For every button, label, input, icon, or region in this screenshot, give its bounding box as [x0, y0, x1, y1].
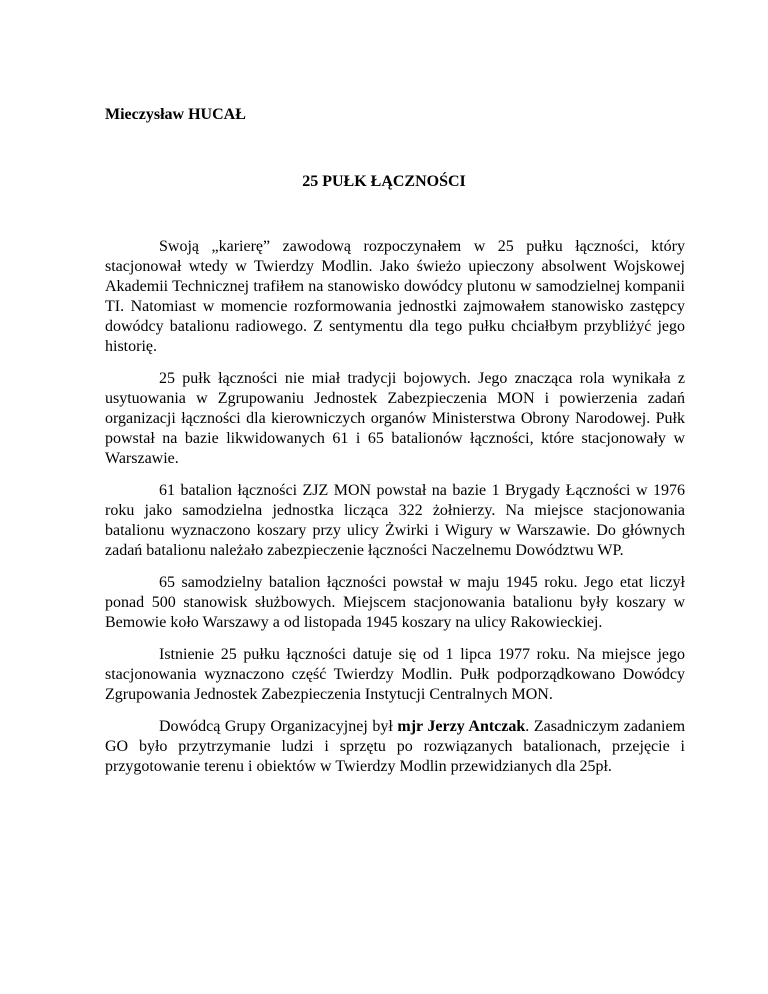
document-body	[105, 237, 685, 789]
paragraph-1: Swoją „karierę” zawodową rozpoczynałem w 25 pułku łączności, który stacjonował wtedy w Twierdzy Modlin. Jako świeżo upieczony absolwent Wojskowej Akademii Technicznej trafiłem na stanowisko dowódcy plutonu w samodzielnej kompanii TI. Natomiast w momencie rozformowania jednostki zajmowałem stanowisko zastępcy dowódcy batalionu radiowego. Z sentymentu dla tego pułku chciałbym przybliżyć jego historię.	[105, 238, 685, 355]
paragraph-6	[105, 717, 685, 777]
paragraph-4: 65 samodzielny batalion łączności powstał w maju 1945 roku. Jego etat liczył ponad 500 stanowisk służbowych. Miejscem stacjonowania batalionu były koszary w Bemowie koło Warszawy a od listopada 1945 koszary na ulicy Rakowieckiej.	[105, 574, 685, 631]
document-title: 25 PUŁK ŁĄCZNOŚCI	[302, 173, 466, 190]
paragraph-5: Istnienie 25 pułku łączności datuje się od 1 lipca 1977 roku. Na miejsce jego stacjonowania wyznaczono część Twierdzy Modlin. Pułk podporządkowano Dowódcy Zgrupowania Jednostek Zabezpieczenia Instytucji Centralnych MON.	[105, 646, 685, 703]
paragraph-3: 61 batalion łączności ZJZ MON powstał na bazie 1 Brygady Łączności w 1976 roku jako samodzielna jednostka licząca 322 żołnierzy. Na miejsce stacjonowania batalionu wyznaczono koszary przy ulicy Żwirki i Wigury w Warszawie. Do głównych zadań batalionu należało zabezpieczenie łączności Naczelnemu Dowództwu WP.	[105, 482, 685, 559]
paragraph-6-text-start: Dowódcą Grupy Organizacyjnej był	[159, 718, 398, 735]
author-name: Mieczysław HUCAŁ	[105, 106, 246, 123]
paragraph-2: 25 pułk łączności nie miał tradycji bojowych. Jego znacząca rola wynikała z usytuowania w Zgrupowaniu Jednostek Zabezpieczenia MON i powierzenia zadań organizacji łączności dla kierowniczych organów Ministerstwa Obrony Narodowej. Pułk powstał na bazie likwidowanych 61 i 65 batalionów łączności, które stacjonowały w Warszawie.	[105, 370, 685, 467]
commander-name: mjr Jerzy Antczak	[397, 718, 526, 735]
paragraph-6-text-end: . Zasadniczym zadaniem GO było przytrzymanie ludzi i sprzętu po rozwiązanych batalionach, przejęcie i przygotowanie terenu i obiektów w Twierdzy Modlin przewidzianych dla 25pł.	[105, 718, 686, 775]
